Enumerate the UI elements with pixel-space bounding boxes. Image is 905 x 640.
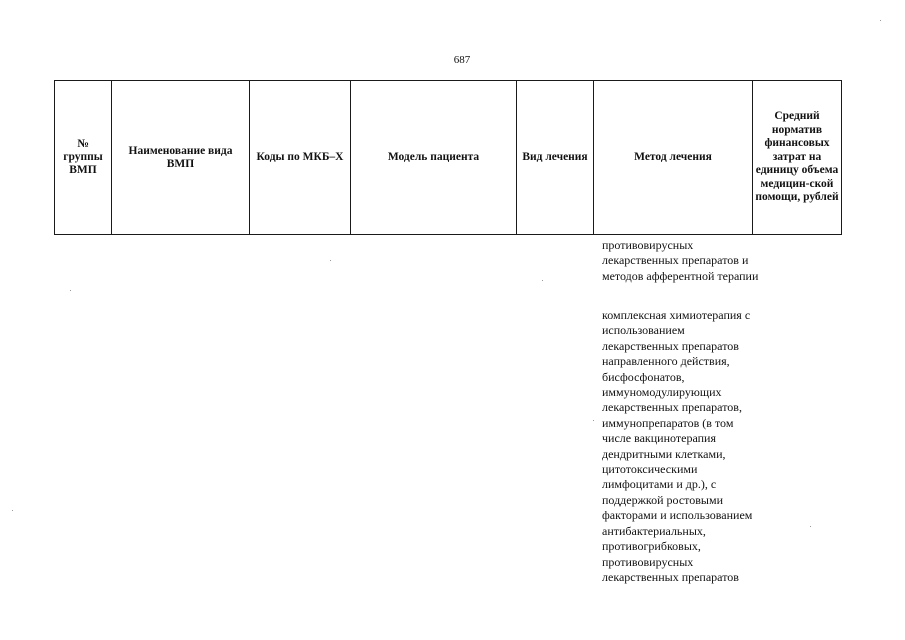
- treatment-method-text-2: комплексная химиотерапия с использованием лекарственных препаратов направленного действия, бисфосфонатов, иммуномодулирующих лекарственных препаратов, иммунопрепаратов (в том числе вакцинотерапия дендритными клетками, цитотоксическими лимфоцитами и др.), с поддержкой ростовыми факторами и использованием антибактериальных, противогрибковых, противовирусных лекарственных препаратов: [602, 308, 753, 584]
- page-number: 687: [453, 54, 471, 66]
- header-vmp-type-name: Наименование вида ВМП: [112, 81, 250, 235]
- table-header: [54, 80, 842, 235]
- header-treatment-type: Вид лечения: [517, 81, 594, 235]
- header-patient-model: Модель пациента: [351, 81, 517, 235]
- scan-speck: [70, 290, 71, 291]
- header-icd-codes: Коды по МКБ–Х: [250, 81, 351, 235]
- scan-speck: [810, 526, 811, 527]
- treatment-method-text-1: противовирусных лекарственных препаратов и методов афферентной терапии: [602, 238, 759, 283]
- scan-speck: [12, 510, 13, 511]
- header-group-number: № группы ВМП: [55, 81, 112, 235]
- scan-speck: [593, 420, 594, 421]
- scan-speck: [330, 260, 331, 261]
- scan-speck: [880, 20, 881, 21]
- header-treatment-method: Метод лечения: [594, 81, 753, 235]
- scan-speck: [542, 280, 543, 281]
- header-average-cost: Средний норматив финансовых затрат на единицу объема медицин-ской помощи, рублей: [753, 81, 842, 235]
